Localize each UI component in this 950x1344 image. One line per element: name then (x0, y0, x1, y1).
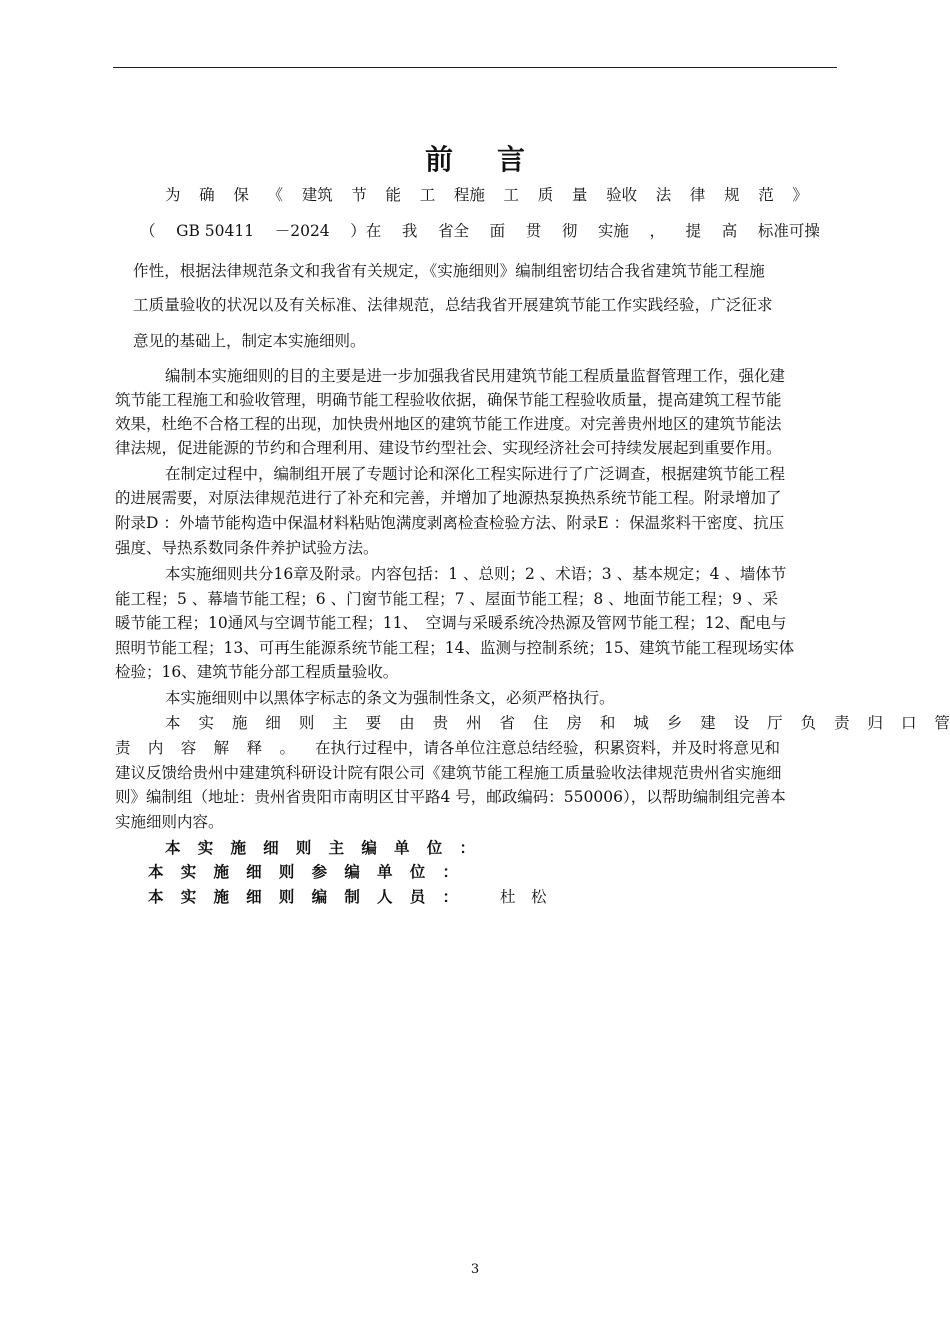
spread-token: 厅 (767, 714, 783, 732)
chief-unit-label (165, 838, 475, 858)
header-rule (113, 67, 837, 68)
contents-line-2: 能工程；5 、幕墙节能工程；6 、门窗节能工程；7 、屋面节能工程；8 、地面节能工程；9 、采 (115, 590, 778, 608)
spread-token: 确 (199, 186, 215, 204)
spread-token: 省全 (437, 222, 469, 240)
spread-token: 责 (115, 739, 131, 757)
page-number: 3 (470, 1262, 480, 1277)
spread-token: 员 (409, 887, 426, 906)
spread-token: 参 (311, 862, 328, 881)
spread-token: 乡 (666, 714, 683, 732)
contents-line-1: 本实施细则共分16章及附录。内容包括：1 、总则；2 、术语；3 、基本规定；4 、墙体节 (165, 565, 787, 583)
spread-token: 本 (165, 838, 181, 857)
spread-token: 释 (246, 739, 263, 757)
spread-token: 建筑 (301, 186, 333, 204)
purpose-line-2: 筑节能工程施工和验收管理，明确节能工程验收依据，确保节能工程验收质量，提高建筑工程节能 (115, 391, 782, 409)
responsible-line-2-rest: 在执行过程中，请各单位注意总结经验，积累资料，并及时将意见和 (315, 739, 781, 757)
spread-token: 人 (377, 887, 393, 906)
spread-token: 省 (499, 714, 516, 732)
spread-token: 则 (278, 862, 295, 881)
purpose-line-1: 编制本实施细则的目的主要是进一步加强我省民用建筑节能工程质量监督管理工作，强化建 (165, 367, 786, 385)
spread-token: （ (140, 222, 156, 240)
spread-token: 位 (409, 862, 426, 881)
process-line-4: 强度、导热系数同条件养护试验方法。 (115, 539, 379, 557)
spread-token: 实施 (597, 222, 629, 240)
contents-line-3: 暖节能工程；10通风与空调节能工程；11、 空调与采暖系统冷热源及管网节能工程；12、配电与 (115, 614, 787, 632)
spread-token: 实 (198, 714, 214, 732)
spread-token: 编 (344, 862, 360, 881)
spread-token: 制 (344, 887, 360, 906)
spread-token: 程施 (453, 186, 485, 204)
spread-token: 主 (332, 714, 348, 732)
spread-token: ： (459, 838, 475, 857)
spread-token: 解 (213, 739, 230, 757)
spread-token: 和 (599, 714, 616, 732)
spread-token: 我 (401, 222, 418, 240)
responsible-line-2-spread (115, 738, 295, 758)
spread-token: 城 (633, 714, 649, 732)
responsible-line-3: 建议反馈给贵州中建建筑科研设计院有限公司《建筑节能工程施工质量验收法律规范贵州省实施细 (115, 764, 782, 782)
spread-token: 为 (165, 186, 181, 204)
responsible-line-1 (165, 713, 950, 733)
process-line-2: 的进展需要，对原法律规范进行了补充和完善，并增加了地源热泵换热系统节能工程。附录增加了 (115, 489, 782, 507)
purpose-line-3: 效果，杜绝不合格工程的出现，加快贵州地区的建筑节能工作进度。对完善贵州地区的建筑节能法 (115, 415, 782, 433)
spread-token: 节 (351, 186, 367, 204)
spread-token: 建 (700, 714, 716, 732)
spread-token: 细 (246, 862, 262, 881)
spread-token: 内 (147, 739, 164, 757)
process-line-3: 附录D ：外墙节能构造中保温材料粘贴饱满度剥离检查检验方法、附录E ：保温浆料干密度、抗压 (115, 514, 785, 532)
spread-token: 彻 (561, 222, 578, 240)
spread-token: 施 (230, 838, 246, 857)
intro-line-3: 作性，根据法律规范条文和我省有关规定，《实施细则》编制组密切结合我省建筑节能工程施 (133, 262, 765, 280)
spread-token: ， (649, 222, 666, 240)
spread-token: 则 (278, 887, 295, 906)
spread-token: 州 (466, 714, 482, 732)
spread-token: 住 (532, 714, 549, 732)
spread-token: 高 (721, 222, 738, 240)
spread-token: 提 (685, 222, 702, 240)
spread-token: 则 (295, 838, 312, 857)
spread-token: 单 (377, 862, 393, 881)
spread-token: 细 (265, 714, 281, 732)
spread-token: 本 (148, 862, 164, 881)
spread-token: 口 (900, 714, 917, 732)
spread-token: 实 (180, 887, 197, 906)
responsible-line-4: 则》编制组（地址：贵州省贵阳市南明区甘平路4 号，邮政编码：550006），以帮助编制组完善本 (115, 788, 786, 806)
spread-token: 规 (724, 186, 740, 204)
spread-token: 实 (197, 838, 214, 857)
spread-token: 编 (311, 887, 328, 906)
spread-token: 范 (758, 186, 774, 204)
intro-line-1 (165, 185, 808, 205)
spread-token: －2024 (274, 222, 330, 240)
spread-token: ）在 (350, 222, 382, 240)
spread-token: 本 (165, 714, 181, 732)
spread-token: 面 (489, 222, 506, 240)
page-title: 前言 (424, 143, 569, 176)
spread-token: 施 (213, 887, 229, 906)
spread-token: 工 (419, 186, 436, 204)
spread-token: 负 (800, 714, 817, 732)
process-line-1: 在制定过程中，编制组开展了专题讨论和深化工程实际进行了广泛调查，根据建筑节能工程 (165, 465, 786, 483)
intro-line-5: 意见的基础上，制定本实施细则。 (133, 332, 366, 350)
contents-line-4: 照明节能工程；13、可再生能源系统节能工程；14、监测与控制系统；15、建筑节能工程现场实体 (115, 639, 795, 657)
spread-token: 主 (328, 838, 345, 857)
spread-token: 施 (213, 862, 229, 881)
drafters-label (148, 887, 458, 907)
spread-token: ： (442, 862, 458, 881)
intro-line-4: 工质量验收的状况以及有关标准、法律规范，总结我省开展建筑节能工作实践经验，广泛征求 (133, 296, 773, 314)
spread-token: 。 (279, 739, 295, 757)
spread-token: 本 (148, 887, 164, 906)
spread-token: 责 (834, 714, 850, 732)
spread-token: 房 (566, 714, 582, 732)
spread-token: 归 (867, 714, 884, 732)
contents-line-5: 检验；16、建筑节能分部工程质量验收。 (115, 663, 399, 681)
responsible-line-5: 实施细则内容。 (115, 813, 224, 831)
participating-unit-label (148, 862, 458, 882)
spread-token: 实 (180, 862, 197, 881)
spread-token: 施 (231, 714, 248, 732)
spread-token: 贯 (525, 222, 542, 240)
spread-token: ： (442, 887, 458, 906)
spread-token: 细 (263, 838, 279, 857)
intro-line-2 (140, 221, 820, 241)
spread-token: 要 (365, 714, 382, 732)
spread-token: 管 (934, 714, 950, 732)
spread-token: 保 (233, 186, 249, 204)
spread-token: 工 (503, 186, 520, 204)
spread-token: 能 (385, 186, 402, 204)
spread-token: 质 (537, 186, 554, 204)
spread-token: 《 (267, 186, 284, 204)
spread-token: 由 (399, 714, 415, 732)
spread-token: GB 50411 (176, 222, 255, 240)
spread-token: 贵 (432, 714, 449, 732)
spread-token: 编 (361, 838, 377, 857)
spread-token: 细 (246, 887, 262, 906)
spread-token: 验收 (606, 186, 638, 204)
spread-token: 设 (733, 714, 750, 732)
spread-token: 则 (298, 714, 315, 732)
spread-token: 位 (426, 838, 443, 857)
spread-token: 》 (792, 186, 808, 204)
spread-token: 标准可操 (757, 222, 820, 240)
drafter-name: 杜 松 (500, 888, 547, 906)
spread-token: 法 (655, 186, 672, 204)
purpose-line-4: 律法规，促进能源的节约和合理利用、建设节约型社会、实现经济社会可持续发展起到重要作用。 (115, 439, 782, 457)
spread-token: 律 (689, 186, 706, 204)
spread-token: 容 (180, 739, 197, 757)
mandatory-note: 本实施细则中以黑体字标志的条文为强制性条文，必须严格执行。 (165, 689, 615, 707)
spread-token: 量 (571, 186, 588, 204)
spread-token: 单 (394, 838, 410, 857)
